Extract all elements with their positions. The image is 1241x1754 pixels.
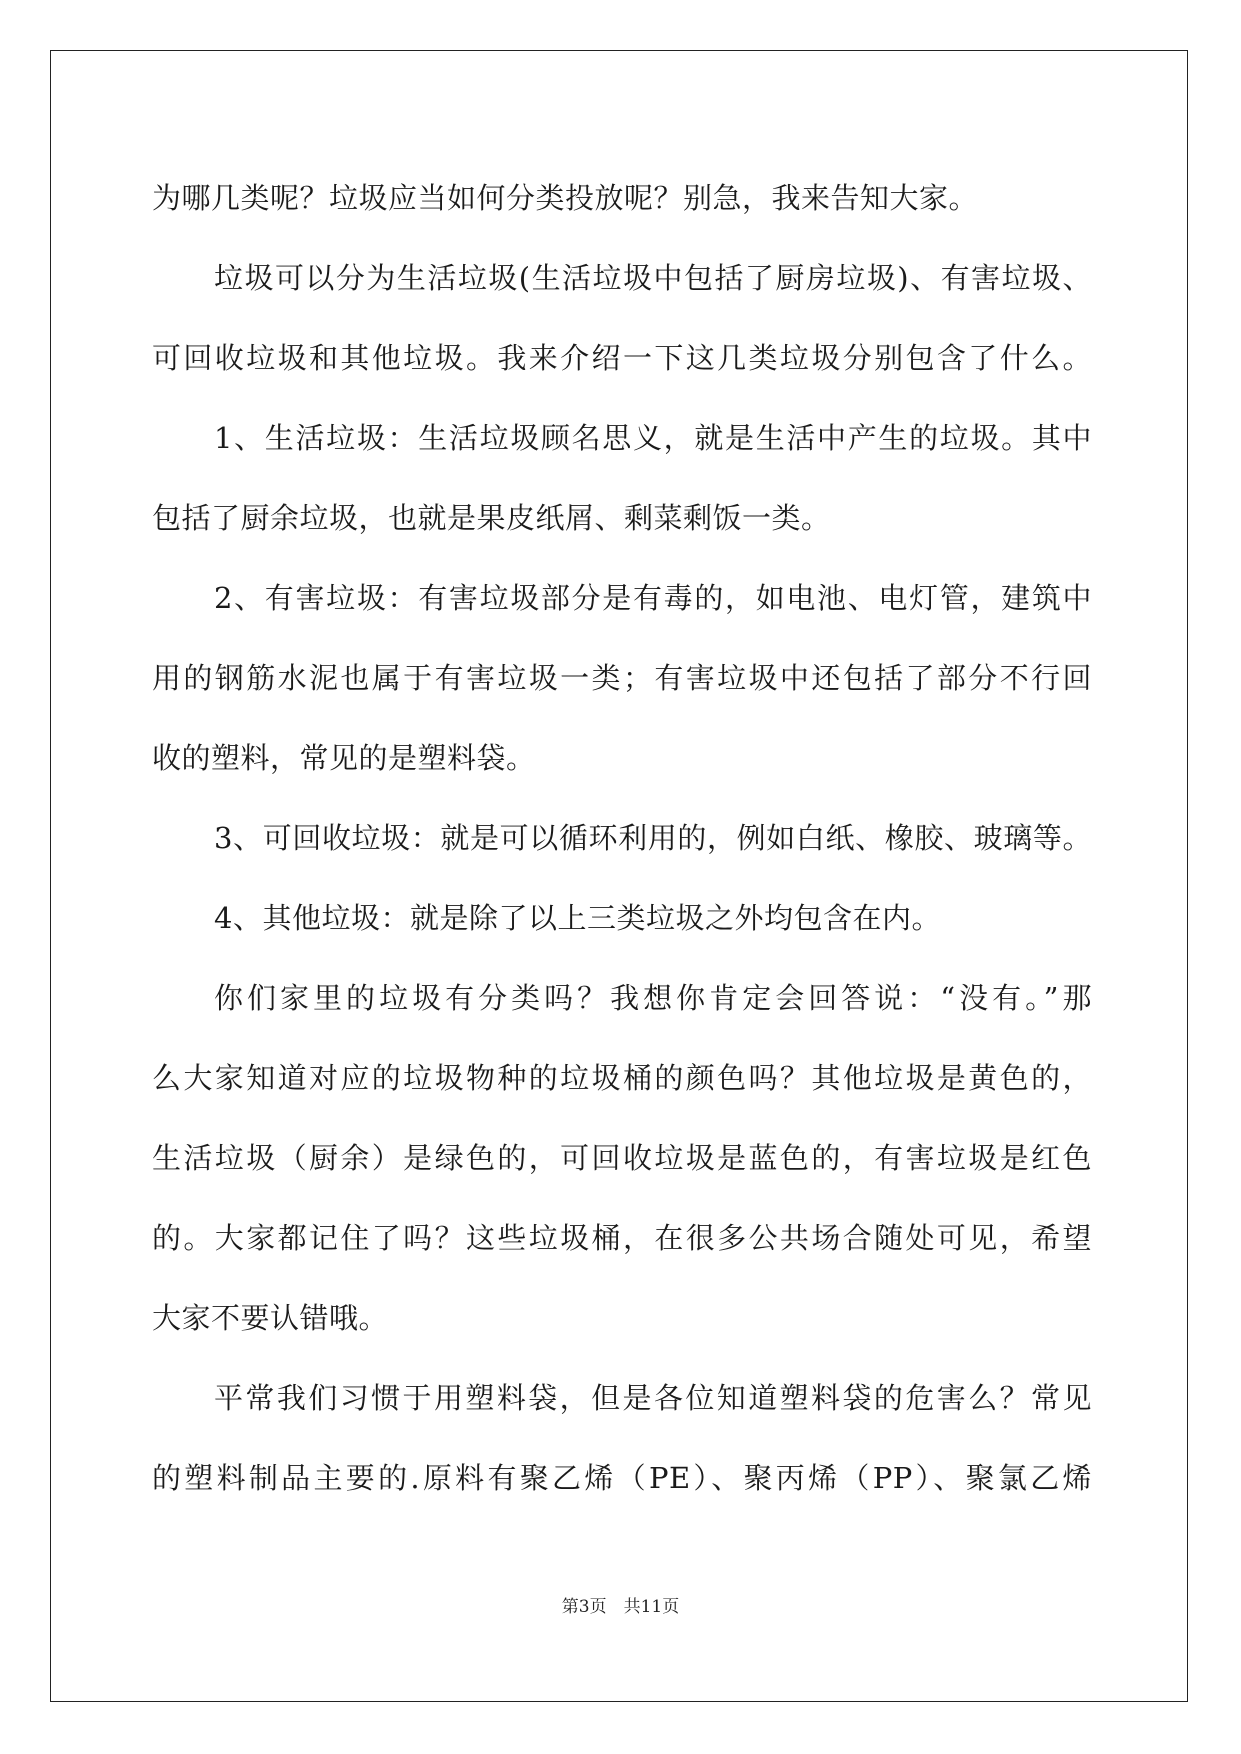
text-line: 平常我们习惯于用塑料袋，但是各位知道塑料袋的危害么？常见	[214, 1381, 1092, 1415]
text-line: 生活垃圾（厨余）是绿色的，可回收垃圾是蓝色的，有害垃圾是红色	[152, 1141, 1092, 1175]
text-line: 为哪几类呢？垃圾应当如何分类投放呢？别急，我来告知大家。	[152, 181, 979, 215]
text-line: 包括了厨余垃圾，也就是果皮纸屑、剩菜剩饭一类。	[152, 501, 831, 535]
body-text	[152, 158, 1092, 1518]
text-line: 的。大家都记住了吗？这些垃圾桶，在很多公共场合随处可见，希望	[152, 1221, 1092, 1255]
text-line: 你们家里的垃圾有分类吗？我想你肯定会回答说：“没有。”那	[214, 981, 1092, 1015]
text-line: 大家不要认错哦。	[152, 1301, 389, 1335]
page-number: 第3页 共11页	[561, 1597, 680, 1617]
text-line: 的塑料制品主要的.原料有聚乙烯（PE）、聚丙烯（PP）、聚氯乙烯	[152, 1461, 1092, 1495]
text-line: 2、有害垃圾：有害垃圾部分是有毒的，如电池、电灯管，建筑中	[214, 581, 1092, 615]
text-line: 么大家知道对应的垃圾物种的垃圾桶的颜色吗？其他垃圾是黄色的，	[152, 1061, 1092, 1095]
text-line: 垃圾可以分为生活垃圾(生活垃圾中包括了厨房垃圾)、有害垃圾、	[214, 261, 1092, 295]
text-line: 3、可回收垃圾：就是可以循环利用的，例如白纸、橡胶、玻璃等。	[214, 821, 1092, 855]
text-line: 收的塑料，常见的是塑料袋。	[152, 741, 536, 775]
text-line: 用的钢筋水泥也属于有害垃圾一类；有害垃圾中还包括了部分不行回	[152, 661, 1092, 695]
text-line: 1、生活垃圾：生活垃圾顾名思义，就是生活中产生的垃圾。其中	[214, 421, 1092, 455]
text-line: 4、其他垃圾：就是除了以上三类垃圾之外均包含在内。	[214, 901, 941, 935]
text-line: 可回收垃圾和其他垃圾。我来介绍一下这几类垃圾分别包含了什么。	[152, 341, 1092, 375]
